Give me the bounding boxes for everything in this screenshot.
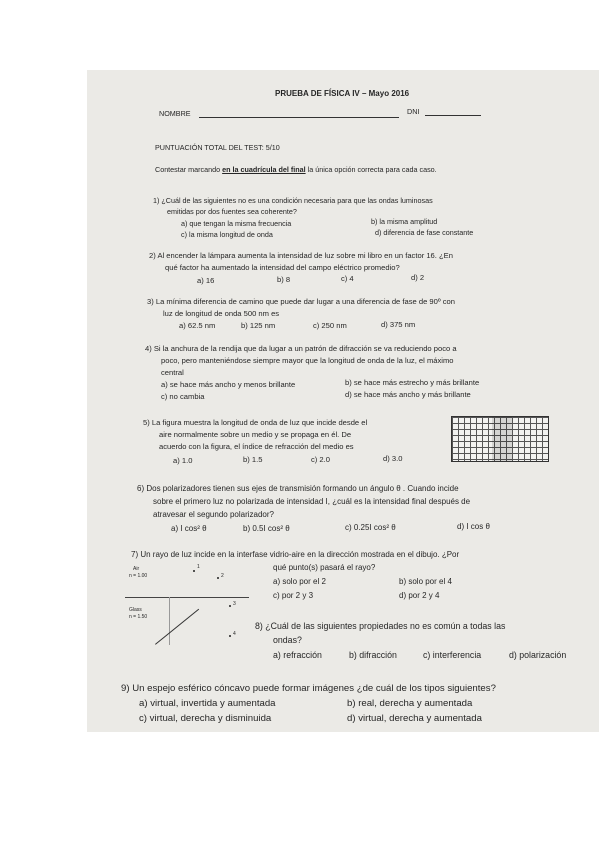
option-c[interactable]: c) 250 nm [313, 321, 347, 330]
normal-line [169, 597, 170, 645]
option-d[interactable]: d) I cos θ [457, 522, 490, 531]
question-text: 9) Un espejo esférico cóncavo puede formar imágenes ¿de cuál de los tipos siguientes? [121, 683, 496, 694]
option-a[interactable]: a) que tengan la misma frecuencia [181, 219, 292, 228]
option-c[interactable]: c) 2.0 [311, 455, 330, 464]
option-b[interactable]: b) difracción [349, 650, 397, 660]
instructions: Contestar marcando en la cuadrícula del final la única opción correcta para cada caso. [155, 165, 437, 174]
point-3-marker [229, 605, 231, 607]
incident-ray [155, 609, 199, 645]
option-c[interactable]: c) la misma longitud de onda [181, 230, 273, 239]
air-index: n = 1.00 [129, 573, 148, 579]
question-text: 2) Al encender la lámpara aumenta la intensidad de luz sobre mi libro en un factor 16. ¿En [149, 251, 453, 260]
option-d[interactable]: d) polarización [509, 650, 567, 660]
question-text: poco, pero manteniéndose siempre mayor que la longitud de onda de la luz, el máximo [161, 356, 454, 365]
option-a[interactable]: a) refracción [273, 650, 322, 660]
question-text: 6) Dos polarizadores tienen sus ejes de transmisión formando un ángulo θ . Cuando incide [137, 484, 459, 493]
option-c[interactable]: c) 4 [341, 274, 354, 283]
glass-index: n = 1.50 [129, 614, 148, 620]
option-d[interactable]: d) diferencia de fase constante [375, 228, 474, 237]
option-b[interactable]: b) 1.5 [243, 455, 263, 464]
option-c[interactable]: c) por 2 y 3 [273, 591, 314, 600]
option-c[interactable]: c) interferencia [423, 650, 482, 660]
air-label: Air [133, 566, 140, 572]
option-a[interactable]: a) 1.0 [173, 456, 193, 465]
option-a[interactable]: a) solo por el 2 [273, 577, 326, 586]
wavelength-grid-figure [451, 416, 549, 462]
question-text: acuerdo con la figura, el índice de refracción del medio es [159, 442, 354, 451]
option-d[interactable]: d) por 2 y 4 [399, 591, 440, 600]
question-text: 3) La mínima diferencia de camino que puede dar lugar a una diferencia de fase de 90º con [147, 297, 455, 306]
option-c[interactable]: c) no cambia [161, 392, 205, 401]
option-c[interactable]: c) virtual, derecha y disminuida [139, 713, 272, 724]
question-text: 1) ¿Cuál de las siguientes no es una condición necesaria para que las ondas luminosas [153, 196, 433, 205]
option-a[interactable]: a) 16 [197, 276, 215, 285]
point-2-label: 2 [221, 573, 224, 579]
question-text: 4) Si la anchura de la rendija que da lugar a un patrón de difracción se va reduciendo poco a [145, 344, 457, 353]
question-text: atravesar el segundo polarizador? [153, 510, 274, 519]
total-score: PUNTUACIÓN TOTAL DEL TEST: 5/10 [155, 143, 280, 152]
point-2-marker [217, 577, 219, 579]
question-text: 5) La figura muestra la longitud de onda de luz que incide desde el [143, 418, 368, 427]
option-b[interactable]: b) se hace más estrecho y más brillante [345, 378, 480, 387]
exam-title: PRUEBA DE FÍSICA IV – Mayo 2016 [275, 89, 410, 98]
point-4-marker [229, 635, 231, 637]
option-c[interactable]: c) 0.25I cos² θ [345, 523, 396, 532]
option-a[interactable]: a) I cos² θ [171, 524, 207, 533]
question-text: emitidas por dos fuentes sea coherente? [167, 207, 297, 216]
exam-sheet [87, 70, 599, 732]
question-text: qué punto(s) pasará el rayo? [273, 563, 376, 572]
name-field-line[interactable] [199, 117, 399, 118]
question-text: aire normalmente sobre un medio y se propaga en él. De [159, 430, 352, 439]
medium-band [492, 417, 512, 461]
option-b[interactable]: b) 125 nm [241, 321, 276, 330]
question-text: luz de longitud de onda 500 nm es [163, 309, 280, 318]
interface-line [125, 597, 249, 598]
option-d[interactable]: d) se hace más ancho y más brillante [345, 390, 471, 399]
glass-label: Glass [129, 607, 142, 613]
instructions-emphasis: en la cuadrícula del final [222, 165, 306, 174]
option-d[interactable]: d) 2 [411, 273, 425, 282]
question-text: 8) ¿Cuál de las siguientes propiedades no es común a todas las [255, 621, 506, 631]
name-label: NOMBRE [159, 109, 191, 118]
option-d[interactable]: d) 3.0 [383, 454, 403, 463]
option-b[interactable]: b) 0.5I cos² θ [243, 524, 290, 533]
option-d[interactable]: d) virtual, derecha y aumentada [347, 713, 482, 724]
question-text: ondas? [273, 635, 302, 645]
option-a[interactable]: a) se hace más ancho y menos brillante [161, 380, 296, 389]
point-1-label: 1 [197, 564, 200, 570]
question-text: qué factor ha aumentado la intensidad del campo eléctrico promedio? [165, 263, 400, 272]
option-a[interactable]: a) virtual, invertida y aumentada [139, 698, 276, 709]
question-text: 7) Un rayo de luz incide en la interfase vidrio-aire en la dirección mostrada en el dibujo. ¿Por [131, 550, 460, 559]
option-b[interactable]: b) real, derecha y aumentada [347, 698, 473, 709]
dni-label: DNI [407, 107, 420, 116]
option-b[interactable]: b) la misma amplitud [371, 217, 438, 226]
option-a[interactable]: a) 62.5 nm [179, 321, 216, 330]
dni-field-line[interactable] [425, 115, 481, 116]
refraction-figure [125, 564, 249, 646]
option-b[interactable]: b) solo por el 4 [399, 577, 452, 586]
question-text: central [161, 368, 184, 377]
option-b[interactable]: b) 8 [277, 275, 291, 284]
option-d[interactable]: d) 375 nm [381, 320, 416, 329]
point-3-label: 3 [233, 601, 236, 607]
question-text: sobre el primero luz no polarizada de intensidad I, ¿cuál es la intensidad final después de [153, 497, 471, 506]
point-4-label: 4 [233, 631, 236, 637]
point-1-marker [193, 570, 195, 572]
